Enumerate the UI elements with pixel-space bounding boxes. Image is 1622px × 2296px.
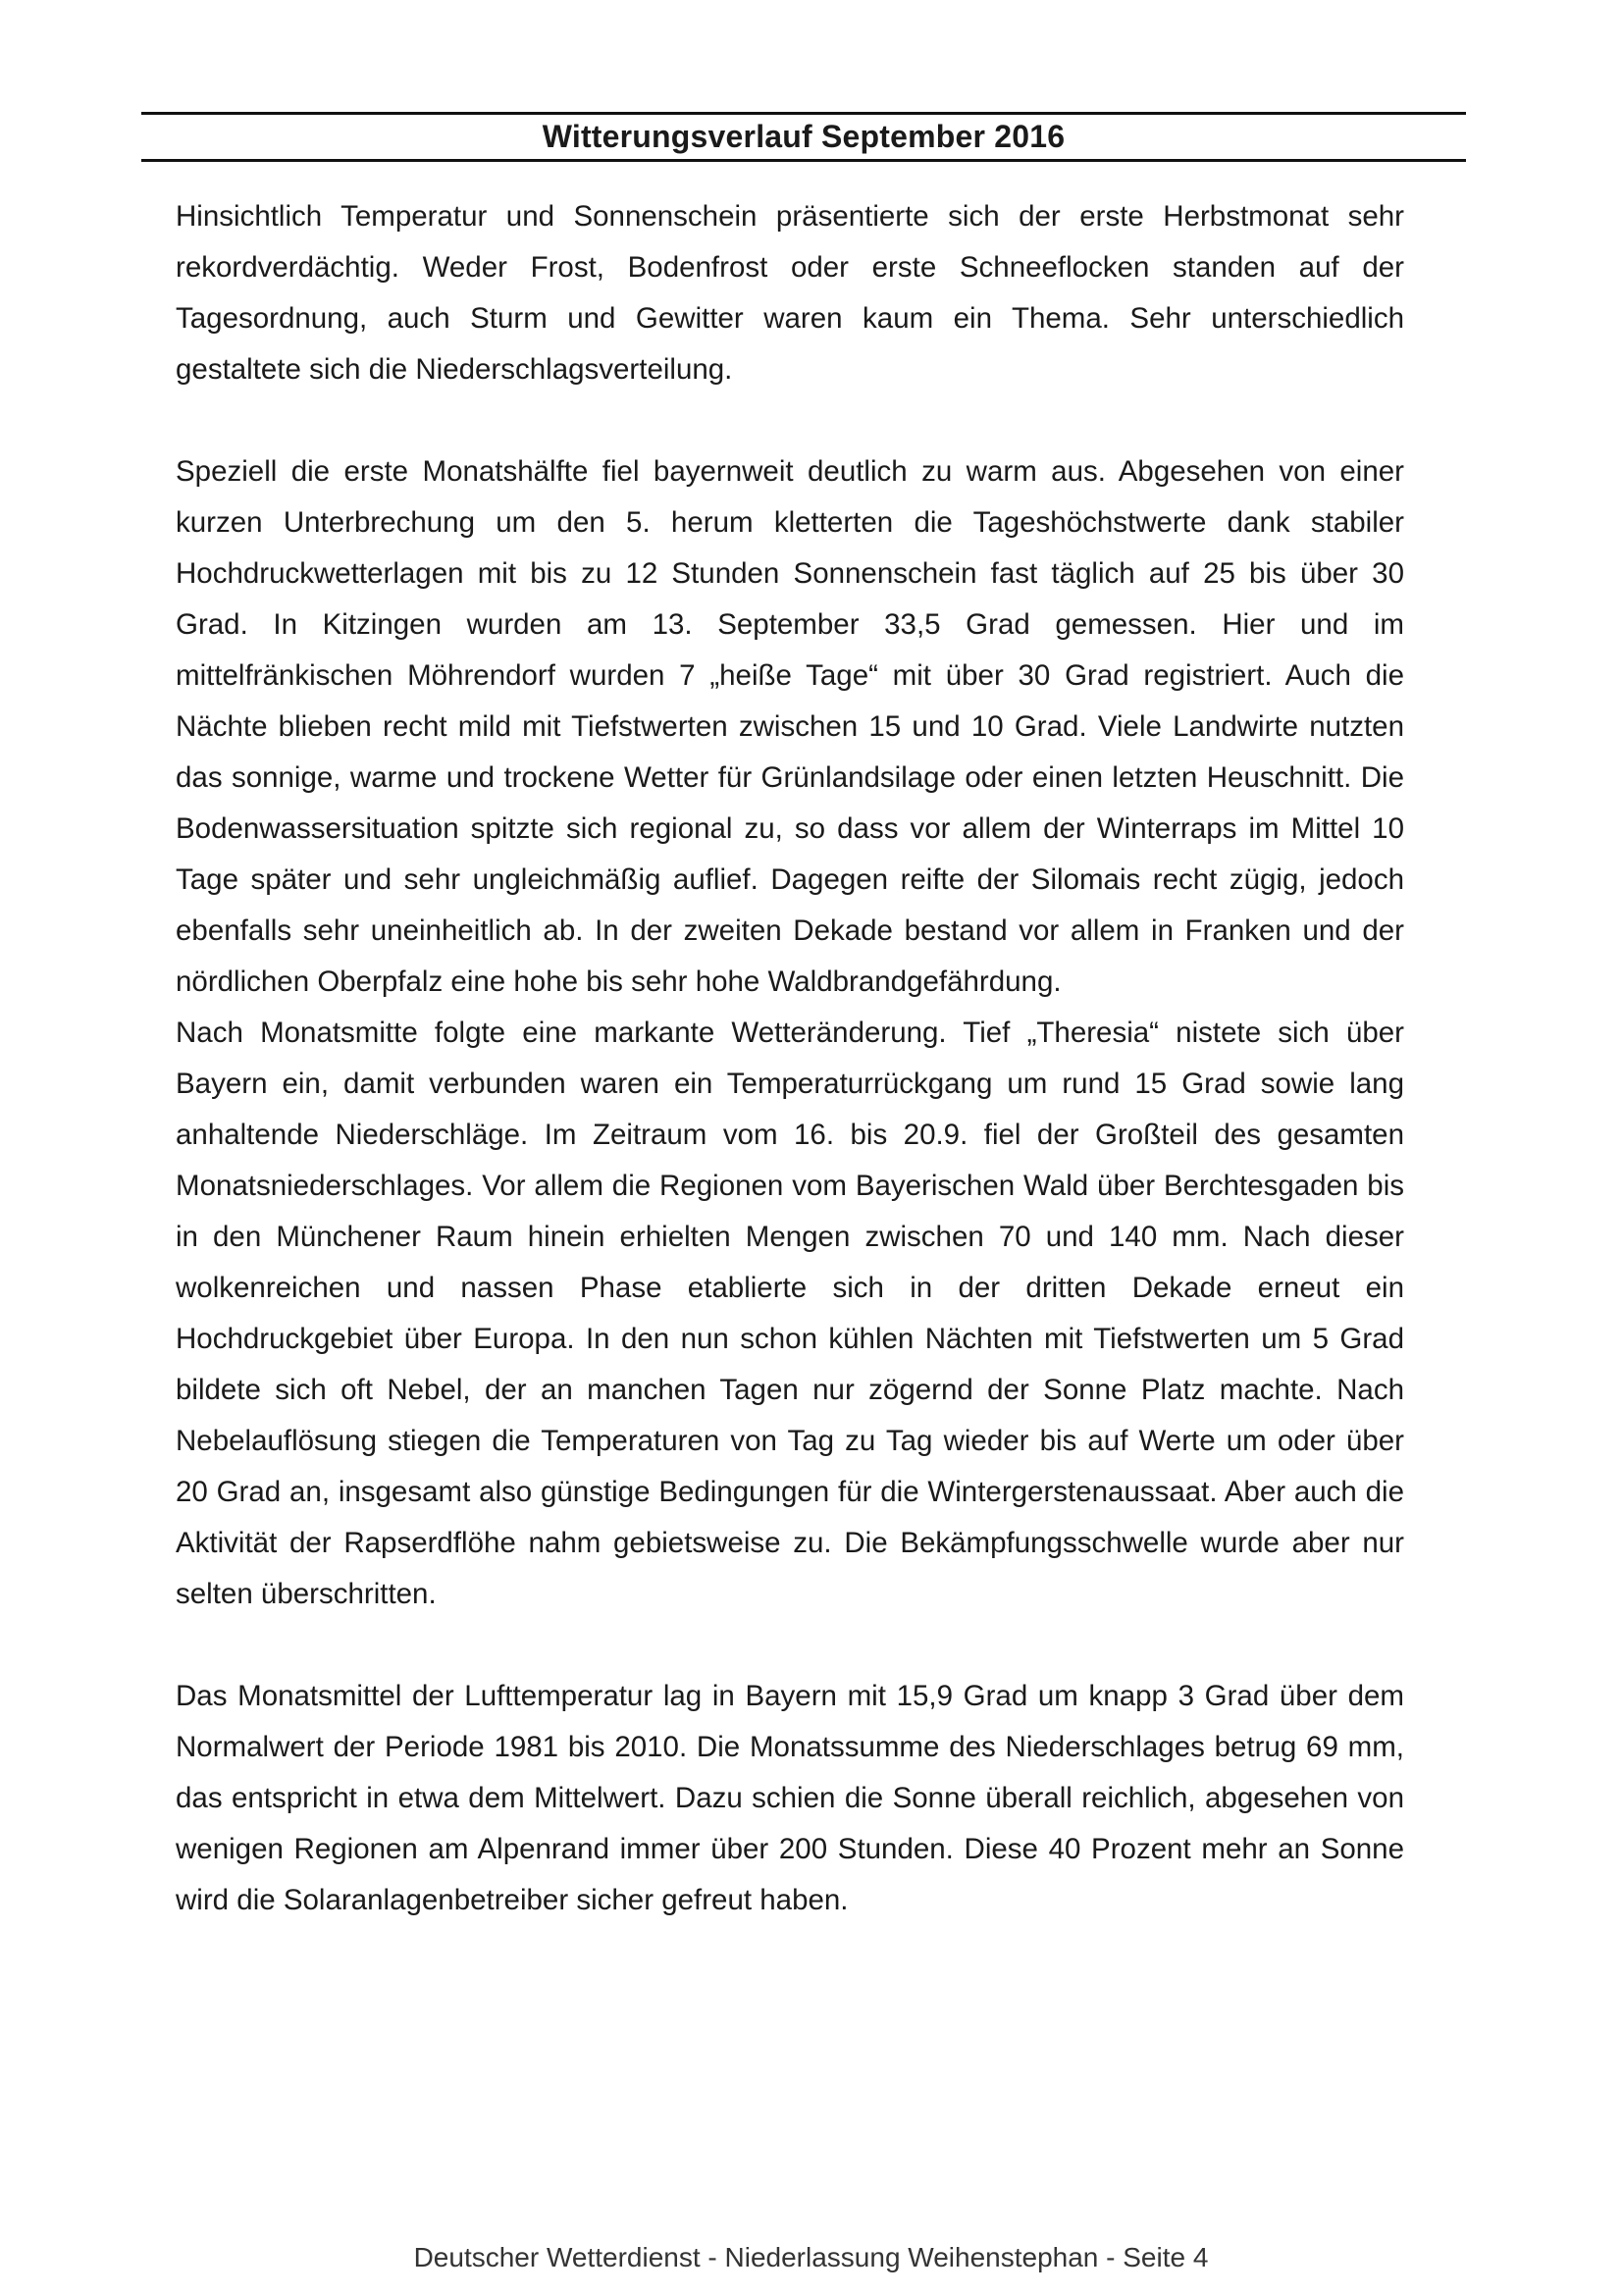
paragraph-intro: Hinsichtlich Temperatur und Sonnenschein präsentierte sich der erste Herbstmonat sehr rekordverdächtig. Weder Frost, Bodenfrost oder erste Schneeflocken standen auf der Tagesordnung, auch Sturm und Gewitter waren kaum ein Thema. Sehr unterschiedlich gestaltete sich die Niederschlagsverteilung.: [176, 200, 1404, 386]
paragraph-mid-month: Nach Monatsmitte folgte eine markante Wetteränderung. Tief „Theresia“ nistete sich über Bayern ein, damit verbunden waren ein Temperaturrückgang um rund 15 Grad sowie lang anhaltende Niederschläge. Im Zeitraum vom 16. bis 20.9. fiel der Großteil des gesamten Monatsniederschlages. Vor allem die Regionen vom Bayerischen Wald über Berchtesgaden bis in den Münchener Raum hinein erhielten Mengen zwischen 70 und 140 mm. Nach dieser wolkenreichen und nassen Phase etablierte sich in der dritten Dekade erneut ein Hochdruckgebiet über Europa. In den nun schon kühlen Nächten mit Tiefstwerten um 5 Grad bildete sich oft Nebel, der an manchen Tagen nur zögernd der Sonne Platz machte. Nach Nebelauflösung stiegen die Temperaturen von Tag zu Tag wieder bis auf Werte um oder über 20 Grad an, insgesamt also günstige Bedingungen für die Wintergerstenaussaat. Aber auch die Aktivität der Rapserdflöhe nahm gebietsweise zu. Die Bekämpfungsschwelle wurde aber nur selten überschritten.: [176, 1017, 1404, 1610]
page-title: Witterungsverlauf September 2016: [542, 119, 1066, 154]
page-footer: Deutscher Wetterdienst - Niederlassung Weihenstephan - Seite 4: [413, 2242, 1209, 2272]
paragraph-summary: Das Monatsmittel der Lufttemperatur lag in Bayern mit 15,9 Grad um knapp 3 Grad über dem Normalwert der Periode 1981 bis 2010. Die Monatssumme des Niederschlages betrug 69 mm, das entspricht in etwa dem Mittelwert. Dazu schien die Sonne überall reichlich, abgesehen von wenigen Regionen am Alpenrand immer über 200 Stunden. Diese 40 Prozent mehr an Sonne wird die Solaranlagenbetreiber sicher gefreut haben.: [176, 1680, 1404, 1916]
paragraph-first-half: Speziell die erste Monatshälfte fiel bayernweit deutlich zu warm aus. Abgesehen von einer kurzen Unterbrechung um den 5. herum kletterten die Tageshöchstwerte dank stabiler Hochdruckwetterlagen mit bis zu 12 Stunden Sonnenschein fast täglich auf 25 bis über 30 Grad. In Kitzingen wurden am 13. September 33,5 Grad gemessen. Hier und im mittelfränkischen Möhrendorf wurden 7 „heiße Tage“ mit über 30 Grad registriert. Auch die Nächte blieben recht mild mit Tiefstwerten zwischen 15 und 10 Grad. Viele Landwirte nutzten das sonnige, warme und trockene Wetter für Grünlandsilage oder einen letzten Heuschnitt. Die Bodenwassersituation spitzte sich regional zu, so dass vor allem der Winterraps im Mittel 10 Tage später und sehr ungleichmäßig auflief. Dagegen reifte der Silomais recht zügig, jedoch ebenfalls sehr uneinheitlich ab. In der zweiten Dekade bestand vor allem in Franken und der nördlichen Oberpfalz eine hohe bis sehr hohe Waldbrandgefährdung.: [176, 455, 1404, 998]
title-block: [141, 112, 1466, 162]
document-body: [176, 191, 1404, 1926]
